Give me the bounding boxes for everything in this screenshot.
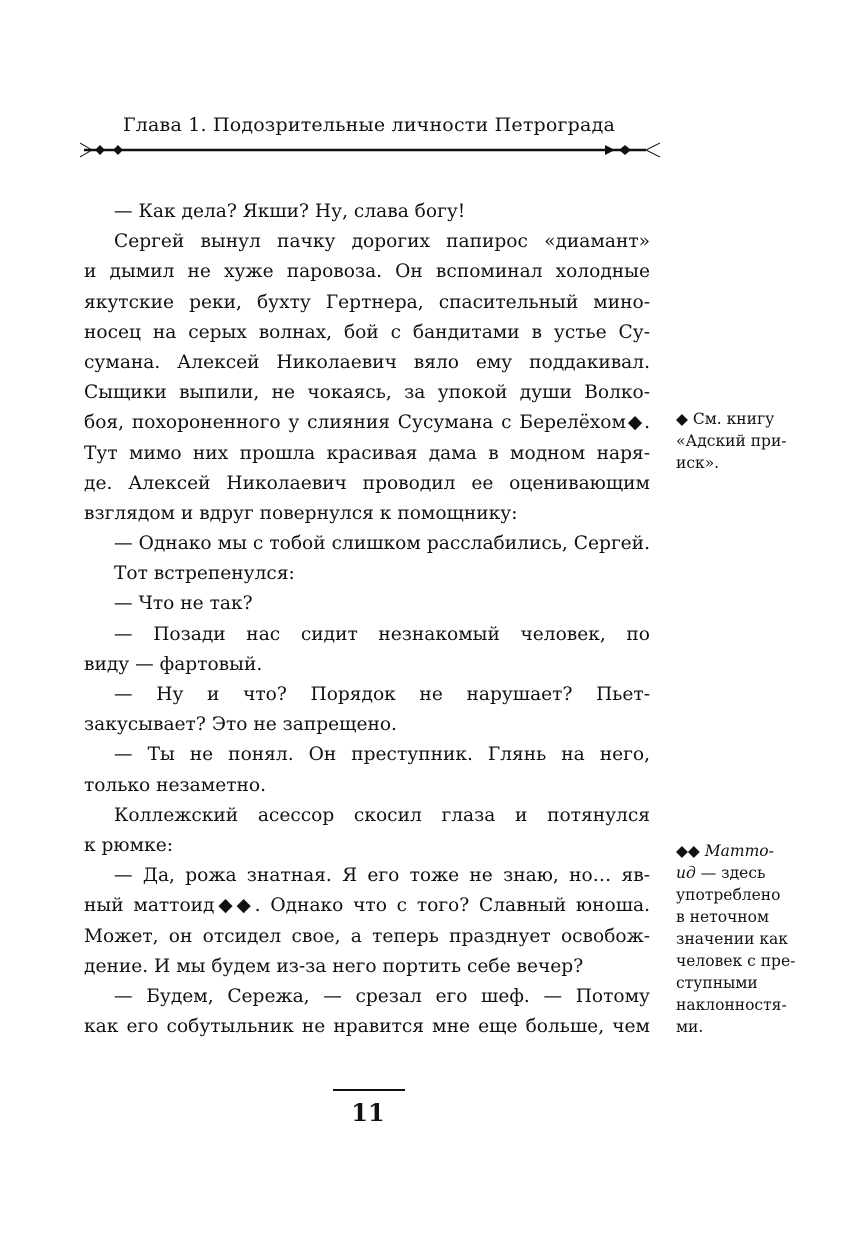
text-line: боя, похороненного у слияния Сусумана с Берелёхом◆. [84,412,650,434]
sidenote-line: наклонностя- [676,996,787,1014]
text-line: Тот встрепенулся: [114,563,295,585]
sidenote-line: в неточном [676,908,770,926]
text-line: и дымил не хуже паровоза. Он вспоминал холодные [84,261,650,283]
text-line: Может, он отсидел свое, а теперь празднует освобож- [84,925,650,947]
text-line: только незаметно. [84,774,267,796]
text-line: ный маттоид◆◆. Однако что с того? Славный юноша. [84,895,650,917]
sidenote-line: значении как [676,930,788,948]
sidenote-1 [676,408,806,474]
text-line: сумана. Алексей Николаевич вяло ему поддакивал. [84,351,650,373]
text-line: — Будем, Сережа, — срезал его шеф. — Потому [114,985,650,1007]
sidenote-line: ◆ См. книгу [676,410,775,428]
text-line: дение. И мы будем из-за него портить себе вечер? [84,955,584,977]
sidenote-2 [676,840,806,1038]
sidenote-line: «Адский при- [676,432,787,450]
text-line: к рюмке: [84,834,173,856]
text-line: де. Алексей Николаевич проводил ее оценивающим [84,472,650,494]
chapter-running-head: Глава 1. Подозрительные личности Петрограда [122,114,616,136]
sidenote-line: ◆◆ Матто- [676,842,774,860]
text-line: виду — фартовый. [84,653,263,675]
text-line: — Как дела? Якши? Ну, слава богу! [114,201,466,222]
body-text [84,197,650,1042]
text-line: — Что не так? [114,593,253,615]
text-line: — Ты не понял. Он преступник. Глянь на него, [114,744,650,766]
sidenote-line: ступными [676,974,758,992]
text-line: — Позади нас сидит незнакомый человек, по [114,623,650,645]
text-line: Сыщики выпили, не чокаясь, за упокой души Волко- [84,382,650,404]
sidenote-line: человек с пре- [676,952,796,970]
page-number-rule [333,1089,405,1091]
page-number: 11 [351,1098,385,1127]
header-ornament-rule [80,140,660,160]
sidenote-line: ми. [676,1018,704,1036]
text-line: якутские реки, бухту Гертнера, спасительный мино- [84,291,650,313]
text-line: закусывает? Это не запрещено. [84,714,397,736]
text-line: Сергей вынул пачку дорогих папирос «диамант» [114,231,650,253]
sidenote-line: иск». [676,454,720,472]
sidenote-line: употреблено [676,886,781,904]
sidenote-line: ид — здесь [676,864,766,882]
text-line: как его собутыльник не нравится мне еще больше, чем [84,1016,650,1038]
text-line: — Ну и что? Порядок не нарушает? Пьет- [114,684,650,705]
text-line: Коллежский асессор скосил глаза и потянулся [114,804,650,826]
text-line: Тут мимо них прошла красивая дама в модном наря- [84,442,650,464]
text-line: носец на серых волнах, бой с бандитами в устье Су- [84,321,650,343]
text-line: взглядом и вдруг повернулся к помощнику: [84,502,518,524]
text-line: — Однако мы с тобой слишком расслабились, Сергей. [114,533,650,555]
text-line: — Да, рожа знатная. Я его тоже не знаю, но… яв- [114,865,650,887]
